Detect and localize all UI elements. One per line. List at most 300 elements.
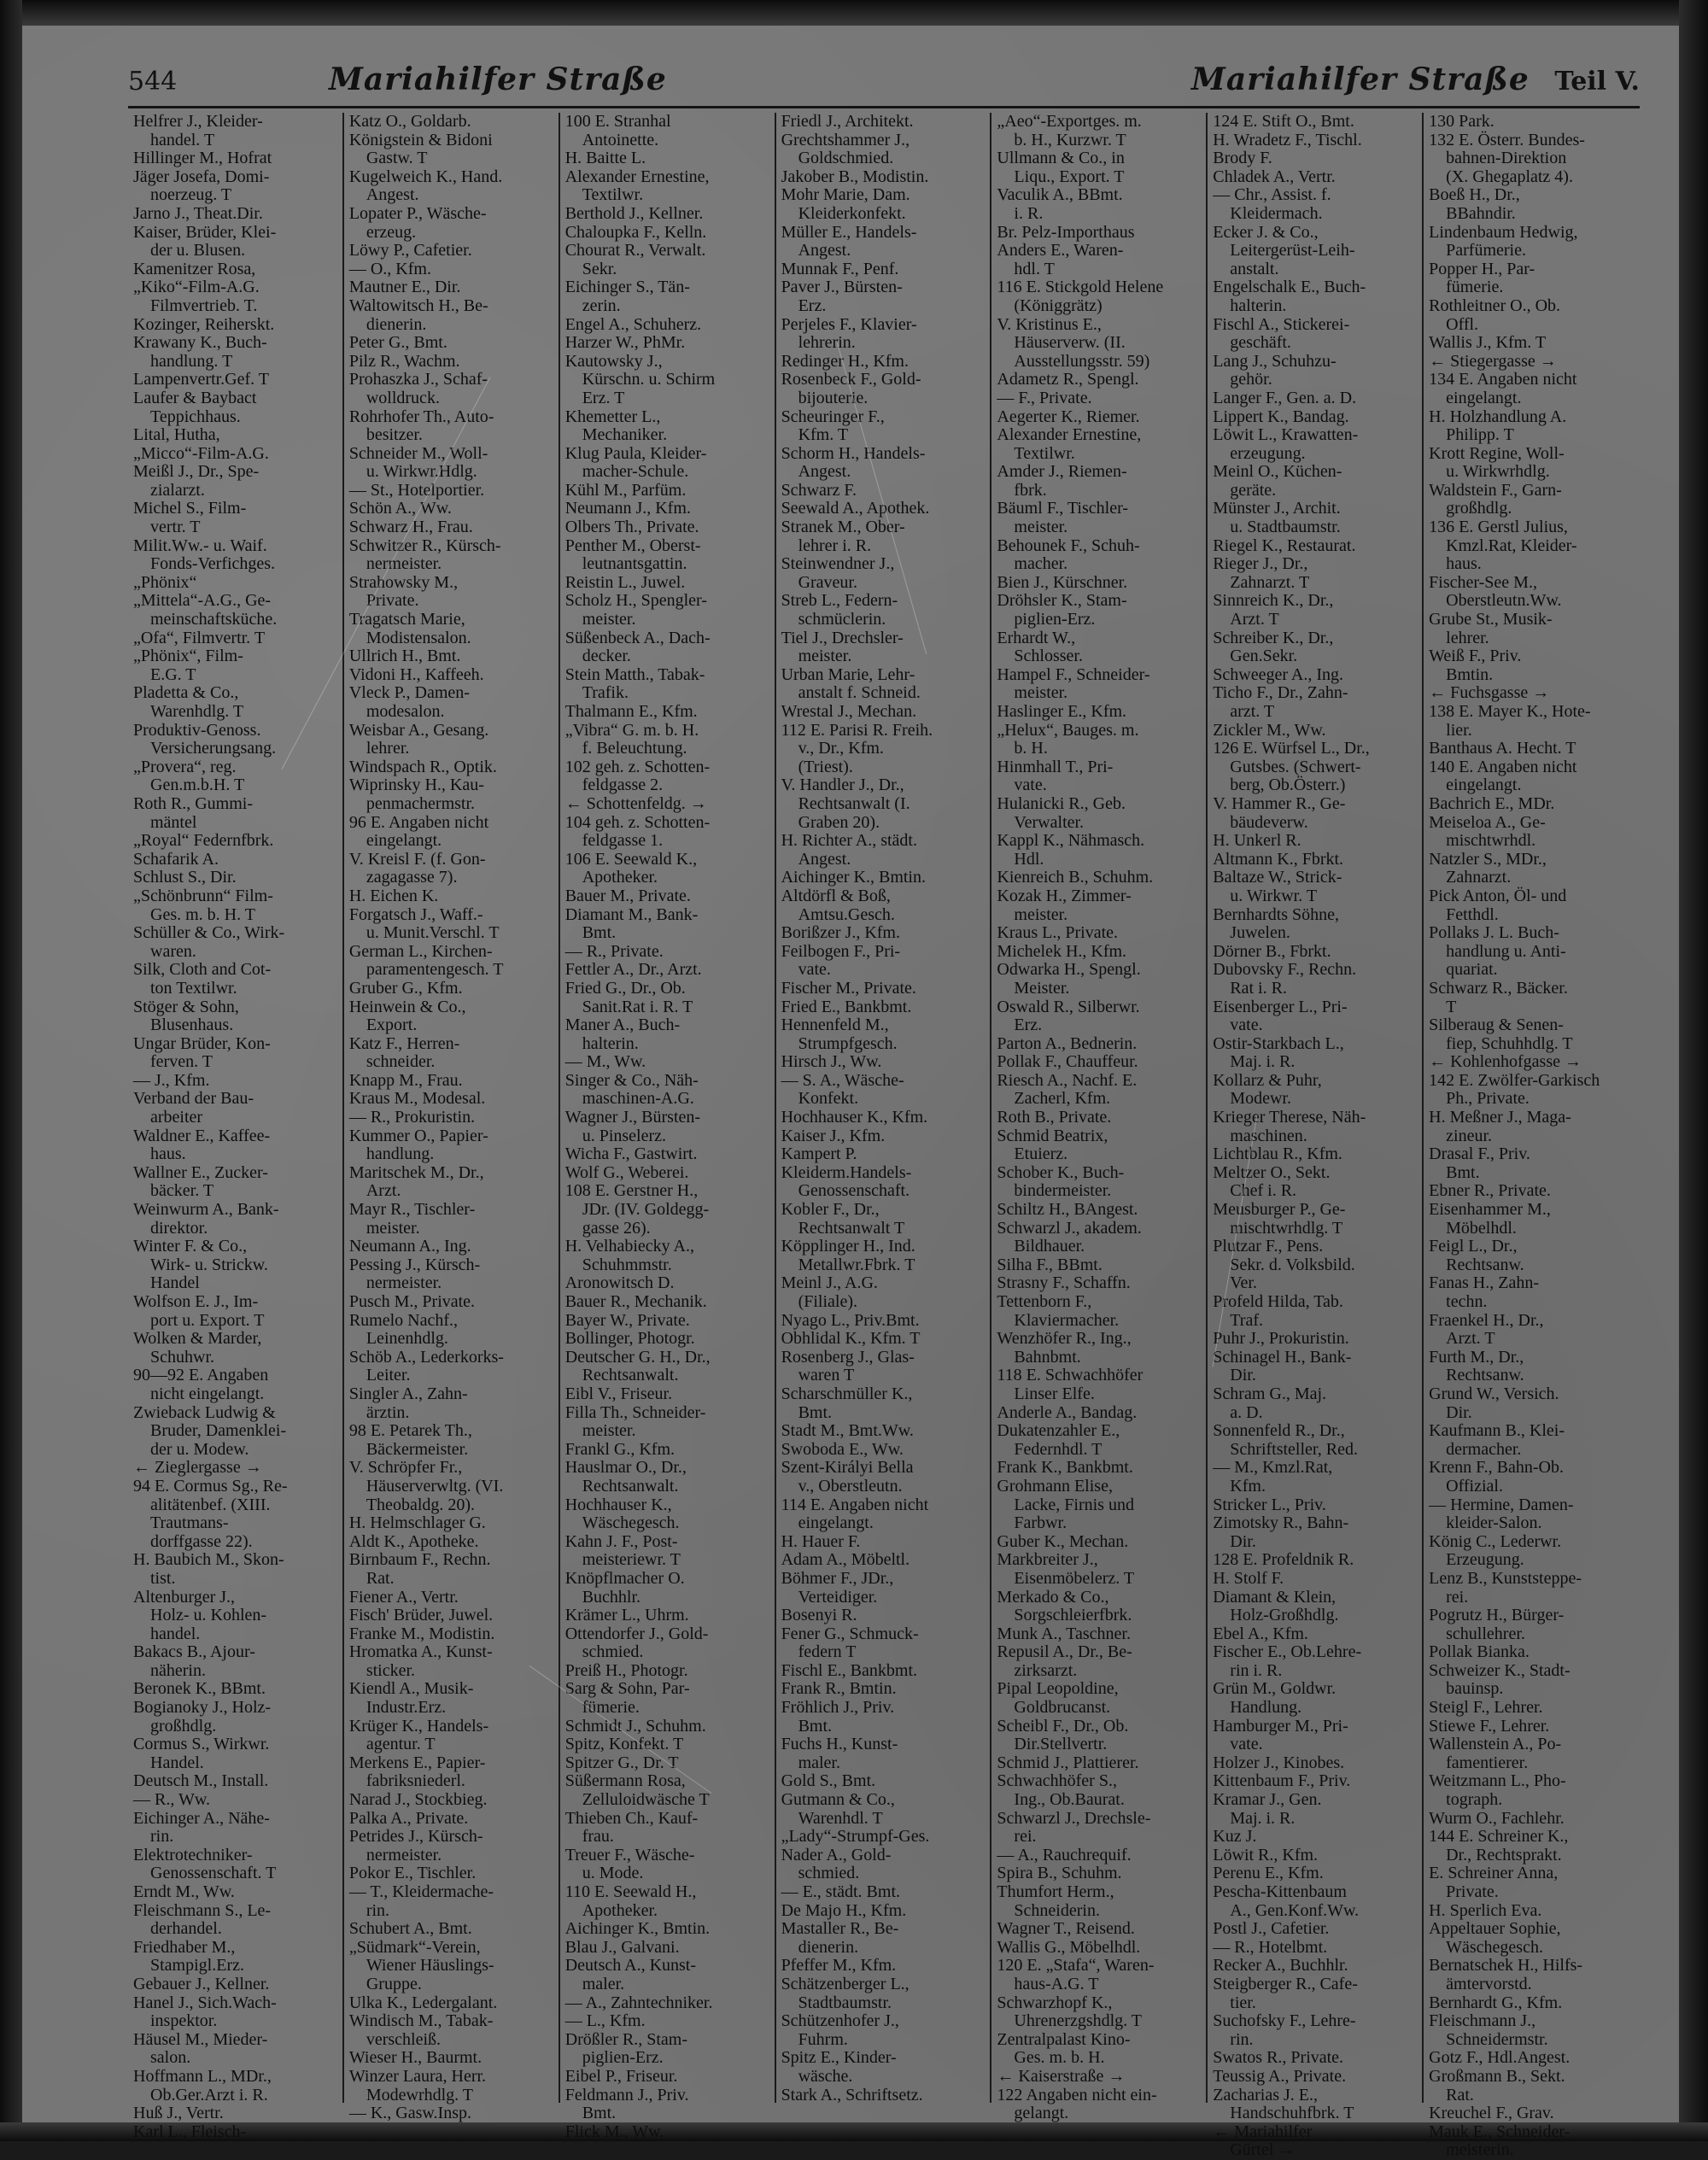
directory-entry: Windspach R., Optik. <box>348 757 497 776</box>
directory-entry: Bernhardts Söhne, <box>1213 904 1340 924</box>
directory-entry: Gen.Sekr. <box>1213 647 1298 666</box>
directory-entry: H. Helmschlager G. <box>348 1513 486 1533</box>
directory-entry: H. Holzhandlung A. <box>1429 407 1567 426</box>
directory-entry: haus-A.G. T <box>997 1974 1099 1993</box>
directory-entry: Dröhsler K., Stam- <box>997 591 1127 611</box>
directory-entry: paramentengesch. T <box>348 960 504 980</box>
directory-entry: Dir. <box>1429 1402 1472 1422</box>
directory-entry: Lenz B., Kunststeppe- <box>1429 1568 1582 1588</box>
directory-entry: Streb L., Federn- <box>781 591 898 611</box>
directory-entry: Schorm H., Handels- <box>781 443 926 463</box>
directory-entry: besitzer. <box>348 425 423 445</box>
directory-entry: Bakacs B., Ajour- <box>133 1642 255 1662</box>
directory-entry: meinschaftsküche. <box>133 610 278 629</box>
directory-entry: bäudeverw. <box>1213 812 1308 832</box>
column-rule <box>559 113 560 2103</box>
directory-entry: Theobaldg. 20). <box>348 1495 476 1514</box>
directory-entry: Ausstellungsstr. 59) <box>997 351 1150 371</box>
directory-entry: Fleischmann S., Le- <box>133 1900 272 1920</box>
directory-entry: Schmid J., Plattierer. <box>997 1753 1139 1772</box>
directory-entry: tier. <box>1213 1993 1256 2012</box>
directory-entry: Handlung. <box>1213 1698 1302 1718</box>
directory-entry: Möbelhdl. <box>1429 1218 1517 1238</box>
directory-entry: handlung u. Anti- <box>1429 941 1566 961</box>
directory-entry: 110 E. Seewald H., <box>564 1882 697 1901</box>
directory-entry: penmachermstr. <box>348 793 476 813</box>
directory-entry: H. Unkerl R. <box>1213 831 1301 851</box>
directory-entry: Private. <box>1429 1882 1499 1901</box>
directory-entry: Ostir-Starkbach L., <box>1213 1033 1344 1053</box>
directory-entry: Kummer O., Papier- <box>348 1126 488 1145</box>
directory-entry: Appeltauer Sophie, <box>1429 1919 1561 1939</box>
directory-entry: Redinger H., Kfm. <box>781 351 909 371</box>
directory-entry: Tragatsch Marie, <box>348 610 465 629</box>
directory-entry: Franke M., Modistin. <box>348 1624 495 1643</box>
directory-entry: Süßermann Rosa, <box>564 1771 686 1791</box>
directory-entry: Lopater P., Wäsche- <box>348 203 487 223</box>
directory-entry: Fischl A., Stickerei- <box>1213 314 1350 334</box>
directory-entry: Graben 20). <box>781 812 880 832</box>
directory-entry: Blusenhaus. <box>133 1016 234 1035</box>
directory-entry: Palka A., Private. <box>348 1808 469 1828</box>
directory-entry: Riesch A., Nachf. E. <box>997 1070 1138 1090</box>
directory-entry: Böhmer F., JDr., <box>781 1568 894 1588</box>
directory-entry: haus. <box>133 1144 186 1164</box>
directory-entry: Aldt K., Apotheke. <box>348 1531 479 1551</box>
scan-border-right <box>1679 0 1708 2141</box>
directory-entry: Philipp. T <box>1429 425 1514 445</box>
directory-entry: Aichinger K., Bmtin. <box>781 868 926 887</box>
directory-entry: Ullmann & Co., in <box>997 149 1125 168</box>
directory-entry: Grube St., Musik- <box>1429 610 1553 629</box>
directory-entry: Gürtel → <box>1213 2140 1296 2160</box>
directory-entry: Spitz E., Kinder- <box>781 2048 897 2068</box>
directory-entry: Schneider M., Woll- <box>348 443 488 463</box>
directory-entry: Kappl K., Nähmasch. <box>997 831 1145 851</box>
directory-entry: schmied. <box>781 1864 860 1883</box>
directory-entry: Weinwurm A., Bank- <box>133 1200 279 1220</box>
directory-entry: Kürschn. u. Schirm <box>564 370 716 389</box>
directory-entry: bäcker. T <box>133 1181 214 1201</box>
directory-entry: (Königgrätz) <box>997 296 1103 315</box>
directory-entry: dorffgasse 22). <box>133 1531 253 1551</box>
directory-entry: Meißl J., Dr., Spe- <box>133 462 260 482</box>
directory-entry: Bayer W., Private. <box>564 1310 690 1330</box>
directory-entry: Sinnreich K., Dr., <box>1213 591 1334 611</box>
directory-entry: Schubert A., Bmt. <box>348 1919 472 1939</box>
directory-entry: inspektor. <box>133 2011 218 2031</box>
directory-entry: Bogianoky J., Holz- <box>133 1698 272 1718</box>
directory-entry: ← Schottenfeldg. → <box>564 793 707 813</box>
directory-entry: — St., Hotelportier. <box>348 480 485 500</box>
directory-entry: König C., Lederwr. <box>1429 1531 1562 1551</box>
directory-entry: Rat i. R. <box>1213 978 1287 998</box>
directory-entry: Pilz R., Wachm. <box>348 351 460 371</box>
directory-entry: Stricker L., Priv. <box>1213 1495 1326 1514</box>
directory-entry: gelangt. <box>997 2104 1069 2123</box>
directory-entry: Stein Matth., Tabak- <box>564 664 705 684</box>
directory-entry: Grohmann Elise, <box>997 1476 1113 1496</box>
directory-column-3 <box>560 112 776 2141</box>
directory-entry: ← Kohlenhofgasse → <box>1429 1052 1582 1072</box>
directory-entry: Zimotsky R., Bahn- <box>1213 1513 1349 1533</box>
directory-entry: 120 E. „Stafa“, Waren- <box>997 1956 1155 1976</box>
directory-entry: Leitergerüst-Leih- <box>1213 241 1355 260</box>
directory-entry: Popper H., Par- <box>1429 259 1535 278</box>
directory-entry: Aronowitsch D. <box>564 1273 675 1293</box>
directory-entry: German L., Kirchen- <box>348 941 493 961</box>
directory-entry: Wenzhöfer R., Ing., <box>997 1329 1132 1349</box>
directory-entry: meisteriewr. T <box>564 1550 681 1570</box>
directory-entry: Perenu E., Kfm. <box>1213 1864 1324 1883</box>
directory-entry: Mastaller R., Be- <box>781 1919 899 1939</box>
directory-entry: — J., Kfm. <box>133 1070 210 1090</box>
directory-entry: Ticho F., Dr., Zahn- <box>1213 683 1348 703</box>
directory-entry: Elektrotechniker- <box>133 1845 253 1864</box>
directory-entry: Fried E., Bankbmt. <box>781 997 912 1016</box>
directory-entry: Diamant & Klein, <box>1213 1587 1337 1607</box>
directory-entry: rin i. R. <box>1213 1660 1283 1680</box>
directory-entry: Pokor E., Tischler. <box>348 1864 477 1883</box>
directory-entry: Schober K., Buch- <box>997 1162 1125 1182</box>
directory-entry: Schuhmmstr. <box>564 1255 672 1274</box>
directory-entry: maschinen. <box>1213 1126 1307 1145</box>
directory-entry: Fiener A., Vertr. <box>348 1587 459 1607</box>
directory-entry: Hromatka A., Kunst- <box>348 1642 493 1662</box>
directory-entry: Krüger K., Handels- <box>348 1716 489 1736</box>
directory-entry: Kautowsky J., <box>564 351 663 371</box>
directory-entry: Maj. i. R. <box>1213 1808 1296 1828</box>
directory-entry: — R., Prokuristin. <box>348 1108 476 1127</box>
directory-entry: Khemetter L., <box>564 407 661 426</box>
directory-entry: Bernatschek H., Hilfs- <box>1429 1956 1583 1976</box>
directory-entry: Schwachhöfer S., <box>997 1771 1117 1791</box>
directory-entry: meister. <box>997 683 1068 703</box>
directory-entry: Wallis G., Möbelhdl. <box>997 1937 1141 1957</box>
directory-entry: Langer F., Gen. a. D. <box>1213 388 1357 407</box>
directory-entry: Pfeffer M., Kfm. <box>781 1956 897 1976</box>
directory-entry: Wagner J., Bürsten- <box>564 1108 701 1127</box>
directory-entry: Ebel A., Kfm. <box>1213 1624 1308 1643</box>
directory-entry: Gutsbes. (Schwert- <box>1213 757 1361 776</box>
directory-entry: — E., städt. Bmt. <box>781 1882 901 1901</box>
directory-entry: Schwarz R., Bäcker. <box>1429 978 1568 998</box>
directory-entry: lehrerin. <box>781 333 856 353</box>
directory-entry: Plutzar F., Pens. <box>1213 1237 1324 1256</box>
directory-entry: schmied. <box>564 1642 644 1662</box>
directory-entry: Deutsch M., Install. <box>133 1771 269 1791</box>
directory-entry: Preiß H., Photogr. <box>564 1660 688 1680</box>
directory-entry: Mauk E., Schneider- <box>1429 2122 1571 2141</box>
directory-entry: Kuz J. <box>1213 1827 1257 1847</box>
directory-entry: frau. <box>564 1827 614 1847</box>
directory-entry: De Majo H., Kfm. <box>781 1900 907 1920</box>
directory-entry: V. Schröpfer Fr., <box>348 1458 463 1478</box>
directory-entry: Neumann A., Ing. <box>348 1237 471 1256</box>
directory-entry: Wolken & Marder, <box>133 1329 262 1349</box>
directory-entry: Pessing J., Kürsch- <box>348 1255 481 1274</box>
directory-entry: V. Kristinus E., <box>997 314 1102 334</box>
directory-entry: Kamenitzer Rosa, <box>133 259 256 278</box>
directory-entry: Holzer J., Kinobes. <box>1213 1753 1345 1772</box>
directory-entry: Kienreich B., Schuhm. <box>997 868 1154 887</box>
directory-entry: Handel <box>133 1273 200 1293</box>
directory-entry: Bosenyi R. <box>781 1606 857 1625</box>
directory-entry: — L., Kfm. <box>564 2011 646 2031</box>
directory-entry: Hirsch J., Ww. <box>781 1052 882 1072</box>
directory-entry: Kobler F., Dr., <box>781 1200 880 1220</box>
directory-entry: Kozak H., Zimmer- <box>997 886 1132 905</box>
directory-entry: ← Zieglergasse → <box>133 1458 262 1478</box>
directory-column-7 <box>1424 112 1640 2160</box>
directory-entry: lehrer i. R. <box>781 536 872 555</box>
directory-entry: Natzler S., MDr., <box>1429 849 1547 869</box>
directory-entry: vate. <box>1213 1016 1263 1035</box>
directory-entry: halterin. <box>564 1033 639 1053</box>
directory-entry: Goldbrucanst. <box>997 1698 1111 1718</box>
directory-entry: Liqu., Export. T <box>997 167 1125 186</box>
directory-entry: 108 E. Gerstner H., <box>564 1181 699 1201</box>
column-rule <box>342 113 344 2103</box>
directory-entry: — M., Ww. <box>564 1052 646 1072</box>
directory-entry: — T., Kleidermache- <box>348 1882 494 1901</box>
directory-entry: Schüller & Co., Wirk- <box>133 923 285 943</box>
directory-entry: Kramar J., Gen. <box>1213 1790 1322 1810</box>
directory-entry: Schlosser. <box>997 647 1083 666</box>
directory-entry: E. Schreiner Anna, <box>1429 1864 1559 1883</box>
directory-entry: Nyago L., Priv.Bmt. <box>781 1310 920 1330</box>
directory-entry: Michelek H., Kfm. <box>997 941 1127 961</box>
directory-entry: Scholz H., Spengler- <box>564 591 707 611</box>
directory-column-6 <box>1208 112 1424 2160</box>
directory-entry: Alexander Ernestine, <box>997 425 1142 445</box>
directory-entry: u. Stadtbaumstr. <box>1213 518 1341 537</box>
directory-entry: Prohaszka J., Schaf- <box>348 370 488 389</box>
directory-entry: 94 E. Cormus Sg., Re- <box>133 1476 288 1496</box>
directory-entry: Hillinger M., Hofrat <box>133 149 272 168</box>
directory-entry: Pusch M., Private. <box>348 1292 476 1311</box>
directory-entry: Strumpfgesch. <box>781 1033 898 1053</box>
directory-entry: Schram G., Maj. <box>1213 1384 1327 1403</box>
directory-entry: Frankl G., Kfm. <box>564 1439 676 1459</box>
directory-entry: Industr.Erz. <box>348 1698 447 1718</box>
directory-entry: Fischer E., Ob.Lehre- <box>1213 1642 1362 1662</box>
directory-entry: bahnen-Direktion <box>1429 149 1567 168</box>
directory-entry: — Chr., Assist. f. <box>1213 185 1331 205</box>
directory-entry: Konfekt. <box>781 1089 859 1109</box>
directory-entry: H. Meßner J., Maga- <box>1429 1108 1571 1127</box>
directory-entry: Wicha F., Gastwirt. <box>564 1144 698 1164</box>
column-rule <box>1206 113 1208 2103</box>
directory-entry: schullehrer. <box>1429 1624 1525 1643</box>
directory-entry: Kaiser, Brüder, Klei- <box>133 222 277 242</box>
directory-entry: Stark A., Schriftsetz. <box>781 2085 923 2104</box>
directory-entry: Chaloupka F., Kelln. <box>564 222 707 242</box>
directory-entry: bindermeister. <box>997 1181 1112 1201</box>
directory-entry: Klaviermacher. <box>997 1310 1120 1330</box>
directory-entry: dermacher. <box>1429 1439 1522 1459</box>
directory-entry: rei. <box>997 1827 1037 1847</box>
directory-entry: Fettler A., Dr., Arzt. <box>564 960 702 980</box>
directory-entry: 116 E. Stickgold Helene <box>997 278 1164 297</box>
directory-entry: Helfrer J., Kleider- <box>133 112 263 131</box>
directory-entry: gasse 26). <box>564 1218 651 1238</box>
directory-entry: nermeister. <box>348 1273 442 1293</box>
directory-entry: Kleiderkonfekt. <box>781 203 906 223</box>
directory-entry: Silberaug & Senen- <box>1429 1016 1564 1035</box>
directory-entry: Verwalter. <box>997 812 1085 832</box>
directory-entry: Ullrich H., Bmt. <box>348 647 461 666</box>
directory-entry: Winzer Laura, Herr. <box>348 2066 487 2086</box>
directory-entry: 114 E. Angaben nicht <box>781 1495 929 1514</box>
directory-entry: meister. <box>997 518 1068 537</box>
directory-entry: b. H. <box>997 739 1048 758</box>
directory-entry: v., Dr., Kfm. <box>781 739 884 758</box>
directory-entry: Schweeger A., Ing. <box>1213 664 1344 684</box>
directory-entry: Schneiderin. <box>997 1900 1100 1920</box>
directory-entry: handlung. <box>348 1144 435 1164</box>
directory-entry: agentur. T <box>348 1735 436 1754</box>
directory-entry: „Provera“, reg. <box>133 757 237 776</box>
directory-entry: ämtervorstd. <box>1429 1974 1532 1993</box>
directory-entry: Postl J., Cafetier. <box>1213 1919 1330 1939</box>
directory-entry: Singer & Co., Näh- <box>564 1070 699 1090</box>
directory-entry: Wiprinsky H., Kau- <box>348 776 484 795</box>
directory-entry: Forgatsch J., Waff.- <box>348 904 483 924</box>
directory-entry: Lindenbaum Hedwig, <box>1429 222 1578 242</box>
directory-entry: Häuserverw. (II. <box>997 333 1126 353</box>
directory-entry: u. Wirkwrhdlg. <box>1429 462 1550 482</box>
directory-entry: H. Wradetz F., Tischl. <box>1213 130 1362 149</box>
directory-entry: Genossenschaft. <box>781 1181 910 1201</box>
directory-entry: wäsche. <box>781 2066 853 2086</box>
directory-entry: 140 E. Angaben nicht <box>1429 757 1577 776</box>
directory-entry: Ob.Ger.Arzt i. R. <box>133 2085 268 2104</box>
directory-entry: Michel S., Film- <box>133 499 247 518</box>
directory-entry: Merkado & Co., <box>997 1587 1109 1607</box>
directory-entry: Kmzl.Rat, Kleider- <box>1429 536 1577 555</box>
directory-entry: Mohr Marie, Dam. <box>781 185 910 205</box>
directory-column-4 <box>776 113 992 2103</box>
directory-entry: Stöger & Sohn, <box>133 997 239 1016</box>
directory-entry: H. Stolf F. <box>1213 1568 1284 1588</box>
directory-entry: Oberstleutn.Ww. <box>1429 591 1562 611</box>
directory-entry: 132 E. Österr. Bundes- <box>1429 130 1585 149</box>
directory-entry: Schwarz F. <box>781 480 857 500</box>
directory-entry: Krawany K., Buch- <box>133 333 267 353</box>
directory-entry: großhdlg. <box>133 1716 217 1736</box>
directory-entry: Rohrhofer Th., Auto- <box>348 407 494 426</box>
directory-entry: Warenhdl. T <box>781 1808 883 1828</box>
directory-entry: eingelangt. <box>348 831 442 851</box>
directory-entry: Wäschegesch. <box>564 1513 680 1533</box>
directory-entry: Knöpflmacher O. <box>564 1568 685 1588</box>
directory-entry: Birnbaum F., Rechn. <box>348 1550 491 1570</box>
directory-entry: Narad J., Stockbieg. <box>348 1790 488 1810</box>
directory-entry: Schmidt J., Schuhm. <box>564 1716 706 1736</box>
directory-entry: geräte. <box>1213 480 1277 500</box>
directory-entry: tograph. <box>1429 1790 1503 1810</box>
directory-entry: maler. <box>564 1974 625 1993</box>
directory-entry: 104 geh. z. Schotten- <box>564 812 711 832</box>
directory-entry: Bäckermeister. <box>348 1439 469 1459</box>
directory-entry: vertr. T <box>133 518 201 537</box>
directory-entry: 130 Park. <box>1429 112 1494 131</box>
directory-entry: Wirk- u. Strickw. <box>133 1255 268 1274</box>
directory-entry: mäntel <box>133 812 197 832</box>
directory-entry: Textilwr. <box>997 443 1075 463</box>
directory-entry: Brody F. <box>1213 149 1272 168</box>
directory-entry: rei. <box>1429 1587 1469 1607</box>
directory-entry: Lacke, Firnis und <box>997 1495 1134 1514</box>
directory-entry: BBahndir. <box>1429 203 1516 223</box>
directory-entry: Feldmann J., Priv. <box>564 2085 689 2104</box>
directory-entry: alitätenbef. (XIII. <box>133 1495 271 1514</box>
directory-entry: direktor. <box>133 1218 208 1238</box>
directory-entry: lier. <box>1429 720 1472 740</box>
directory-entry: Hennenfeld M., <box>781 1016 889 1035</box>
directory-entry: Engel A., Schuherz. <box>564 314 702 334</box>
directory-entry: Thumfort Herm., <box>997 1882 1114 1901</box>
directory-entry: Trautmans- <box>133 1513 229 1533</box>
directory-entry: gehör. <box>1213 370 1272 389</box>
directory-entry: „Helux“, Bauges. m. <box>997 720 1139 740</box>
directory-entry: Wolfson E. J., Im- <box>133 1292 259 1311</box>
directory-entry: Markbreiter J., <box>997 1550 1098 1570</box>
directory-entry: Kahn J. F., Post- <box>564 1531 678 1551</box>
directory-entry: Genossenschaft. T <box>133 1864 277 1883</box>
directory-entry: Penther M., Oberst- <box>564 536 701 555</box>
page-header <box>128 60 1640 102</box>
directory-entry: Sekr. <box>564 259 617 278</box>
directory-entry: Modistensalon. <box>348 628 471 647</box>
directory-entry: haus. <box>1429 554 1482 574</box>
directory-entry: Kugelweich K., Hand. <box>348 167 503 186</box>
directory-entry: Gastw. T <box>348 149 428 168</box>
directory-entry: anstalt. <box>1213 259 1279 278</box>
directory-entry: Steinwendner J., <box>781 554 895 574</box>
directory-entry: Sekr. d. Volksbild. <box>1213 1255 1355 1274</box>
directory-entry: Ecker J. & Co., <box>1213 222 1319 242</box>
directory-entry: Wrestal J., Mechan. <box>781 702 917 721</box>
column-rule <box>775 113 776 2103</box>
column-rule <box>1422 113 1424 2103</box>
directory-entry: Großmann B., Sekt. <box>1429 2066 1565 2086</box>
directory-entry: eingelangt. <box>781 1513 874 1533</box>
directory-entry: Löwit R., Kfm. <box>1213 1845 1319 1864</box>
directory-entry: maschinen-A.G. <box>564 1089 694 1109</box>
directory-entry: Kozinger, Reiherskt. <box>133 314 275 334</box>
directory-entry: bauinsp. <box>1429 1679 1504 1699</box>
directory-entry: Jarno J., Theat.Dir. <box>133 203 263 223</box>
directory-entry: erzeugung. <box>1213 443 1306 463</box>
directory-entry: Vleck P., Damen- <box>348 683 470 703</box>
directory-entry: Swatos R., Private. <box>1213 2048 1344 2068</box>
directory-entry: 138 E. Mayer K., Hote- <box>1429 702 1591 721</box>
directory-entry: Rechtsanwalt (I. <box>781 793 910 813</box>
directory-entry: Schinagel H., Bank- <box>1213 1347 1352 1367</box>
directory-entry: Hulanicki R., Geb. <box>997 793 1126 813</box>
directory-entry: Amder J., Riemen- <box>997 462 1127 482</box>
directory-entry: Erz. T <box>564 388 625 407</box>
directory-entry: Rieger J., Dr., <box>1213 554 1308 574</box>
directory-entry: Laufer & Baybact <box>133 388 257 407</box>
directory-entry: Maj. i. R. <box>1213 1052 1296 1072</box>
directory-entry: Rechtsanwalt. <box>564 1476 679 1496</box>
directory-entry: Bmt. <box>781 1716 833 1736</box>
directory-entry: zerin. <box>564 296 621 315</box>
directory-entry: 124 E. Stift O., Bmt. <box>1213 112 1354 131</box>
